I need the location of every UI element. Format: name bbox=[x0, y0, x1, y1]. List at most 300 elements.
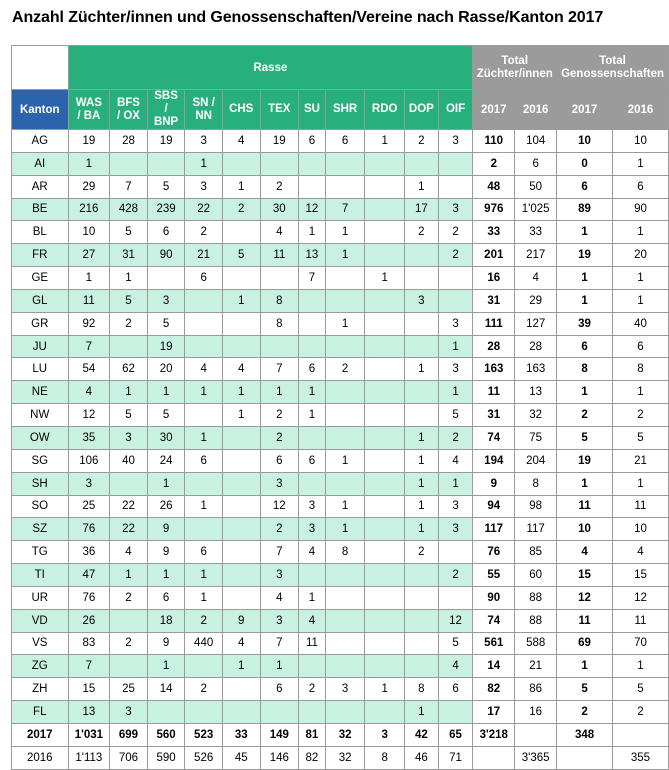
zuechter-2017-cell: 28 bbox=[473, 335, 515, 358]
zuechter-2016-cell: 98 bbox=[515, 495, 557, 518]
breed-value-cell bbox=[438, 701, 473, 724]
breed-value-cell: 3 bbox=[438, 198, 473, 221]
total-row bbox=[12, 723, 669, 746]
breed-value-cell bbox=[325, 175, 365, 198]
breed-value-cell: 440 bbox=[185, 632, 222, 655]
breed-value-cell bbox=[365, 152, 405, 175]
breed-value-cell: 3 bbox=[185, 175, 222, 198]
kanton-cell: UR bbox=[12, 586, 69, 609]
breed-value-cell bbox=[299, 564, 326, 587]
breed-value-cell: 1 bbox=[185, 495, 222, 518]
genossenschaften-2017-cell: 5 bbox=[557, 678, 613, 701]
breed-header bbox=[222, 90, 260, 130]
breed-value-cell bbox=[365, 495, 405, 518]
breed-value-cell bbox=[404, 404, 438, 427]
breed-value-cell: 1 bbox=[325, 449, 365, 472]
breed-value-cell: 31 bbox=[110, 244, 148, 267]
breed-value-cell bbox=[438, 175, 473, 198]
breed-value-cell: 2 bbox=[404, 130, 438, 153]
zuechter-2017-cell: 74 bbox=[473, 426, 515, 449]
breed-value-cell bbox=[222, 426, 260, 449]
breed-value-cell bbox=[365, 609, 405, 632]
total-zuechter-header bbox=[473, 46, 557, 90]
zuechter-2016-cell: 21 bbox=[515, 655, 557, 678]
breed-value-cell: 1 bbox=[222, 655, 260, 678]
breed-value-cell bbox=[404, 312, 438, 335]
breed-value-cell: 1 bbox=[222, 289, 260, 312]
breed-value-cell: 1 bbox=[68, 152, 110, 175]
breed-value-cell: 13 bbox=[299, 244, 326, 267]
breed-value-cell bbox=[365, 632, 405, 655]
breed-value-cell: 5 bbox=[222, 244, 260, 267]
breed-value-cell: 12 bbox=[438, 609, 473, 632]
kanton-cell: FL bbox=[12, 701, 69, 724]
breed-value-cell: 4 bbox=[110, 541, 148, 564]
breed-value-cell: 3 bbox=[260, 609, 299, 632]
breed-value-cell: 5 bbox=[110, 404, 148, 427]
breed-header bbox=[260, 90, 299, 130]
breed-header bbox=[325, 90, 365, 130]
breed-value-cell: 27 bbox=[68, 244, 110, 267]
breed-value-cell: 47 bbox=[68, 564, 110, 587]
breed-value-cell: 216 bbox=[68, 198, 110, 221]
breed-value-cell: 14 bbox=[147, 678, 185, 701]
breed-value-cell: 26 bbox=[68, 609, 110, 632]
breed-value-cell bbox=[365, 289, 405, 312]
breed-value-cell: 2 bbox=[185, 678, 222, 701]
breed-value-cell: 1 bbox=[185, 586, 222, 609]
breed-value-cell: 239 bbox=[147, 198, 185, 221]
genossenschaften-2016-cell: 11 bbox=[612, 495, 668, 518]
breed-value-cell bbox=[222, 586, 260, 609]
kanton-cell: AG bbox=[12, 130, 69, 153]
breed-value-cell: 1 bbox=[438, 335, 473, 358]
breed-value-cell bbox=[404, 655, 438, 678]
genossenschaften-2016-cell: 20 bbox=[612, 244, 668, 267]
total-year-cell: 2016 bbox=[12, 746, 69, 769]
breed-value-cell: 76 bbox=[68, 518, 110, 541]
breed-value-cell: 76 bbox=[68, 586, 110, 609]
kanton-cell: TG bbox=[12, 541, 69, 564]
breed-value-cell bbox=[222, 221, 260, 244]
zuechter-2017-cell: 11 bbox=[473, 381, 515, 404]
breed-value-cell bbox=[260, 152, 299, 175]
breed-value-cell: 9 bbox=[222, 609, 260, 632]
breed-header-label: CHS bbox=[229, 103, 254, 115]
breed-value-cell: 6 bbox=[299, 130, 326, 153]
genossenschaften-2017-cell: 89 bbox=[557, 198, 613, 221]
total-value-cell: 42 bbox=[404, 723, 438, 746]
breed-value-cell bbox=[260, 701, 299, 724]
breed-value-cell: 4 bbox=[299, 541, 326, 564]
genossenschaften-2016-cell: 10 bbox=[612, 518, 668, 541]
breed-value-cell: 7 bbox=[325, 198, 365, 221]
breed-value-cell bbox=[222, 701, 260, 724]
breed-value-cell: 6 bbox=[299, 358, 326, 381]
breed-value-cell bbox=[365, 198, 405, 221]
zuechter-2016-cell: 50 bbox=[515, 175, 557, 198]
table-row bbox=[12, 495, 669, 518]
genossenschaften-2017-cell: 39 bbox=[557, 312, 613, 335]
year-header: 2017 bbox=[557, 90, 613, 130]
year-header: 2017 bbox=[473, 90, 515, 130]
breed-value-cell: 4 bbox=[68, 381, 110, 404]
zuechter-2017-cell: 82 bbox=[473, 678, 515, 701]
breed-value-cell: 30 bbox=[260, 198, 299, 221]
table-row bbox=[12, 358, 669, 381]
kanton-cell: BE bbox=[12, 198, 69, 221]
breed-header bbox=[147, 90, 185, 130]
breed-value-cell: 1 bbox=[325, 518, 365, 541]
kanton-header: Kanton bbox=[12, 90, 69, 130]
breed-value-cell: 29 bbox=[68, 175, 110, 198]
genossenschaften-2017-cell: 0 bbox=[557, 152, 613, 175]
table-row bbox=[12, 244, 669, 267]
breed-value-cell: 2 bbox=[325, 358, 365, 381]
breed-value-cell: 5 bbox=[110, 221, 148, 244]
breed-value-cell: 1 bbox=[365, 678, 405, 701]
breed-value-cell bbox=[147, 267, 185, 290]
breed-value-cell: 1 bbox=[110, 564, 148, 587]
breed-value-cell bbox=[222, 449, 260, 472]
kanton-cell: SH bbox=[12, 472, 69, 495]
breed-value-cell: 15 bbox=[68, 678, 110, 701]
breed-value-cell: 8 bbox=[260, 312, 299, 335]
table-row bbox=[12, 426, 669, 449]
total-value-cell: 699 bbox=[110, 723, 148, 746]
total-value-cell: 8 bbox=[365, 746, 405, 769]
breed-value-cell: 7 bbox=[260, 358, 299, 381]
breed-value-cell: 20 bbox=[147, 358, 185, 381]
table-row bbox=[12, 312, 669, 335]
table-row bbox=[12, 130, 669, 153]
breed-value-cell: 6 bbox=[299, 449, 326, 472]
total-value-cell: 1'113 bbox=[68, 746, 110, 769]
breed-value-cell: 2 bbox=[438, 564, 473, 587]
breed-value-cell: 92 bbox=[68, 312, 110, 335]
genossenschaften-2017-cell: 2 bbox=[557, 701, 613, 724]
breed-value-cell: 11 bbox=[260, 244, 299, 267]
breed-value-cell bbox=[325, 152, 365, 175]
breed-value-cell bbox=[299, 655, 326, 678]
breed-value-cell: 22 bbox=[110, 518, 148, 541]
breed-value-cell: 6 bbox=[185, 267, 222, 290]
genossenschaften-2017-cell: 15 bbox=[557, 564, 613, 587]
breed-value-cell bbox=[185, 335, 222, 358]
breed-value-cell bbox=[299, 289, 326, 312]
breed-value-cell: 1 bbox=[438, 472, 473, 495]
breed-value-cell bbox=[325, 426, 365, 449]
breed-value-cell: 9 bbox=[147, 541, 185, 564]
breed-value-cell: 22 bbox=[185, 198, 222, 221]
zuechter-2017-cell: 76 bbox=[473, 541, 515, 564]
breed-value-cell: 19 bbox=[147, 130, 185, 153]
genossenschaften-2017-cell: 6 bbox=[557, 175, 613, 198]
breed-value-cell bbox=[185, 655, 222, 678]
kanton-cell: OW bbox=[12, 426, 69, 449]
breed-value-cell bbox=[365, 312, 405, 335]
breed-value-cell: 19 bbox=[68, 130, 110, 153]
table-row bbox=[12, 267, 669, 290]
breed-header-label: DOP bbox=[408, 103, 434, 115]
total-genossenschaften-2017-cell bbox=[557, 746, 613, 769]
breed-value-cell: 4 bbox=[260, 586, 299, 609]
breed-value-cell: 9 bbox=[147, 518, 185, 541]
breed-value-cell: 1 bbox=[68, 267, 110, 290]
breed-value-cell: 54 bbox=[68, 358, 110, 381]
total-value-cell: 706 bbox=[110, 746, 148, 769]
breed-value-cell bbox=[404, 381, 438, 404]
breed-value-cell: 90 bbox=[147, 244, 185, 267]
breed-value-cell bbox=[299, 472, 326, 495]
breed-value-cell: 2 bbox=[110, 586, 148, 609]
total-value-cell: 65 bbox=[438, 723, 473, 746]
breed-header bbox=[365, 90, 405, 130]
breed-value-cell bbox=[222, 472, 260, 495]
genossenschaften-2017-cell: 12 bbox=[557, 586, 613, 609]
breed-value-cell bbox=[438, 267, 473, 290]
zuechter-2016-cell: 204 bbox=[515, 449, 557, 472]
breed-value-cell: 1 bbox=[404, 701, 438, 724]
breed-value-cell: 12 bbox=[68, 404, 110, 427]
breed-value-cell: 1 bbox=[404, 426, 438, 449]
zuechter-2016-cell: 217 bbox=[515, 244, 557, 267]
breed-value-cell bbox=[365, 518, 405, 541]
breed-value-cell: 9 bbox=[147, 632, 185, 655]
kanton-cell: FR bbox=[12, 244, 69, 267]
total-genossenschaften-header bbox=[557, 46, 669, 90]
breed-value-cell: 4 bbox=[438, 449, 473, 472]
genossenschaften-2017-cell: 8 bbox=[557, 358, 613, 381]
genossenschaften-2017-cell: 1 bbox=[557, 221, 613, 244]
breed-value-cell bbox=[185, 289, 222, 312]
breed-value-cell: 4 bbox=[222, 358, 260, 381]
breed-value-cell bbox=[110, 152, 148, 175]
kanton-cell: AI bbox=[12, 152, 69, 175]
breed-value-cell: 1 bbox=[185, 426, 222, 449]
genossenschaften-2016-cell: 4 bbox=[612, 541, 668, 564]
zuechter-2017-cell: 163 bbox=[473, 358, 515, 381]
breed-value-cell: 4 bbox=[222, 130, 260, 153]
zuechter-2016-cell: 75 bbox=[515, 426, 557, 449]
table-row bbox=[12, 289, 669, 312]
total-value-cell: 45 bbox=[222, 746, 260, 769]
breed-value-cell: 1 bbox=[147, 655, 185, 678]
breed-value-cell: 3 bbox=[438, 518, 473, 541]
breed-value-cell: 25 bbox=[68, 495, 110, 518]
kanton-cell: SZ bbox=[12, 518, 69, 541]
breed-value-cell: 5 bbox=[147, 312, 185, 335]
breed-value-cell: 1 bbox=[404, 175, 438, 198]
breed-value-cell bbox=[222, 495, 260, 518]
breed-value-cell: 3 bbox=[325, 678, 365, 701]
genossenschaften-2016-cell: 6 bbox=[612, 335, 668, 358]
breed-value-cell: 2 bbox=[438, 244, 473, 267]
kanton-cell: SO bbox=[12, 495, 69, 518]
breed-value-cell bbox=[365, 655, 405, 678]
kanton-cell: VD bbox=[12, 609, 69, 632]
breed-value-cell: 7 bbox=[68, 335, 110, 358]
breed-header bbox=[404, 90, 438, 130]
genossenschaften-2017-cell: 11 bbox=[557, 495, 613, 518]
genossenschaften-2016-cell: 6 bbox=[612, 175, 668, 198]
breed-value-cell: 1 bbox=[185, 381, 222, 404]
corner-cell bbox=[12, 46, 69, 90]
breed-value-cell bbox=[325, 632, 365, 655]
breed-value-cell: 3 bbox=[438, 358, 473, 381]
total-value-cell: 81 bbox=[299, 723, 326, 746]
breed-value-cell: 28 bbox=[110, 130, 148, 153]
breed-value-cell bbox=[365, 175, 405, 198]
breed-value-cell: 3 bbox=[299, 518, 326, 541]
genossenschaften-2016-cell: 1 bbox=[612, 381, 668, 404]
rasse-header: Rasse bbox=[68, 46, 473, 90]
genossenschaften-2016-cell: 40 bbox=[612, 312, 668, 335]
breed-value-cell bbox=[365, 358, 405, 381]
breed-value-cell: 1 bbox=[222, 175, 260, 198]
breed-value-cell: 2 bbox=[110, 632, 148, 655]
total-zuechter-2017-cell bbox=[473, 746, 515, 769]
breed-header-label: BFS / OX bbox=[116, 96, 140, 122]
zuechter-2017-cell: 201 bbox=[473, 244, 515, 267]
breed-value-cell bbox=[110, 655, 148, 678]
breed-header-label: RDO bbox=[371, 103, 398, 115]
breed-value-cell: 1 bbox=[260, 381, 299, 404]
total-value-cell: 590 bbox=[147, 746, 185, 769]
total-value-cell: 526 bbox=[185, 746, 222, 769]
genossenschaften-2016-cell: 5 bbox=[612, 678, 668, 701]
breed-value-cell: 7 bbox=[299, 267, 326, 290]
breed-value-cell: 2 bbox=[260, 426, 299, 449]
total-zuechter-label: Total Züchter/innen bbox=[476, 54, 553, 80]
breed-value-cell: 35 bbox=[68, 426, 110, 449]
zuechter-2017-cell: 194 bbox=[473, 449, 515, 472]
breed-value-cell: 10 bbox=[68, 221, 110, 244]
breed-value-cell: 1 bbox=[404, 495, 438, 518]
breed-value-cell: 11 bbox=[68, 289, 110, 312]
total-value-cell: 33 bbox=[222, 723, 260, 746]
breed-value-cell: 40 bbox=[110, 449, 148, 472]
breed-header-label: TEX bbox=[268, 103, 291, 115]
breed-value-cell: 2 bbox=[185, 609, 222, 632]
breed-value-cell: 6 bbox=[185, 449, 222, 472]
zuechter-2016-cell: 588 bbox=[515, 632, 557, 655]
breed-value-cell: 25 bbox=[110, 678, 148, 701]
genossenschaften-2017-cell: 19 bbox=[557, 449, 613, 472]
breed-value-cell: 2 bbox=[404, 221, 438, 244]
total-genossenschaften-label: Total Genossenschaften bbox=[561, 54, 664, 80]
total-value-cell: 1'031 bbox=[68, 723, 110, 746]
breed-value-cell bbox=[365, 701, 405, 724]
zuechter-2016-cell: 85 bbox=[515, 541, 557, 564]
breed-value-cell: 1 bbox=[260, 655, 299, 678]
breed-header bbox=[438, 90, 473, 130]
breed-value-cell bbox=[110, 335, 148, 358]
breed-value-cell: 1 bbox=[222, 404, 260, 427]
breed-value-cell: 1 bbox=[110, 267, 148, 290]
breed-value-cell: 2 bbox=[110, 312, 148, 335]
breed-value-cell bbox=[185, 701, 222, 724]
genossenschaften-2017-cell: 1 bbox=[557, 655, 613, 678]
breed-value-cell: 6 bbox=[260, 449, 299, 472]
breed-value-cell: 7 bbox=[68, 655, 110, 678]
breed-value-cell: 1 bbox=[185, 564, 222, 587]
breed-value-cell bbox=[260, 335, 299, 358]
breed-value-cell bbox=[147, 152, 185, 175]
genossenschaften-2016-cell: 15 bbox=[612, 564, 668, 587]
zuechter-2017-cell: 74 bbox=[473, 609, 515, 632]
genossenschaften-2017-cell: 1 bbox=[557, 381, 613, 404]
zuechter-2017-cell: 55 bbox=[473, 564, 515, 587]
breed-value-cell: 8 bbox=[325, 541, 365, 564]
breed-value-cell: 3 bbox=[438, 130, 473, 153]
breed-value-cell: 7 bbox=[260, 632, 299, 655]
breed-value-cell bbox=[325, 335, 365, 358]
zuechter-2016-cell: 60 bbox=[515, 564, 557, 587]
breed-value-cell bbox=[365, 404, 405, 427]
breed-value-cell: 30 bbox=[147, 426, 185, 449]
breed-value-cell: 1 bbox=[147, 381, 185, 404]
breed-value-cell: 1 bbox=[404, 518, 438, 541]
genossenschaften-2016-cell: 8 bbox=[612, 358, 668, 381]
breed-value-cell: 21 bbox=[185, 244, 222, 267]
breed-value-cell: 1 bbox=[325, 244, 365, 267]
kanton-cell: NW bbox=[12, 404, 69, 427]
zuechter-2016-cell: 88 bbox=[515, 586, 557, 609]
genossenschaften-2016-cell: 90 bbox=[612, 198, 668, 221]
breed-value-cell: 1 bbox=[299, 404, 326, 427]
breed-header-label: SN / NN bbox=[192, 96, 215, 122]
genossenschaften-2016-cell: 11 bbox=[612, 609, 668, 632]
breed-value-cell bbox=[185, 518, 222, 541]
breed-value-cell: 3 bbox=[110, 426, 148, 449]
breed-value-cell: 5 bbox=[110, 289, 148, 312]
zuechter-2016-cell: 163 bbox=[515, 358, 557, 381]
genossenschaften-2016-cell: 2 bbox=[612, 404, 668, 427]
breed-value-cell: 2 bbox=[404, 541, 438, 564]
zuechter-2017-cell: 117 bbox=[473, 518, 515, 541]
kanton-cell: GR bbox=[12, 312, 69, 335]
breed-value-cell bbox=[325, 586, 365, 609]
breed-value-cell bbox=[299, 426, 326, 449]
breed-value-cell: 1 bbox=[404, 472, 438, 495]
breed-value-cell: 6 bbox=[325, 130, 365, 153]
breed-value-cell: 12 bbox=[299, 198, 326, 221]
total-row bbox=[12, 746, 669, 769]
genossenschaften-2016-cell: 21 bbox=[612, 449, 668, 472]
breeders-table bbox=[11, 45, 669, 770]
breed-value-cell bbox=[299, 335, 326, 358]
kanton-cell: BL bbox=[12, 221, 69, 244]
breed-value-cell: 2 bbox=[260, 175, 299, 198]
table-row bbox=[12, 701, 669, 724]
breed-value-cell: 3 bbox=[404, 289, 438, 312]
breed-value-cell bbox=[222, 335, 260, 358]
total-zuechter-2016-cell: 3'365 bbox=[515, 746, 557, 769]
breed-value-cell: 6 bbox=[185, 541, 222, 564]
breed-value-cell bbox=[325, 289, 365, 312]
table-row bbox=[12, 678, 669, 701]
genossenschaften-2016-cell: 70 bbox=[612, 632, 668, 655]
breed-value-cell bbox=[325, 267, 365, 290]
zuechter-2016-cell: 13 bbox=[515, 381, 557, 404]
breed-value-cell: 4 bbox=[222, 632, 260, 655]
genossenschaften-2017-cell: 1 bbox=[557, 267, 613, 290]
genossenschaften-2016-cell: 1 bbox=[612, 655, 668, 678]
breed-value-cell: 17 bbox=[404, 198, 438, 221]
table-row bbox=[12, 655, 669, 678]
zuechter-2016-cell: 4 bbox=[515, 267, 557, 290]
